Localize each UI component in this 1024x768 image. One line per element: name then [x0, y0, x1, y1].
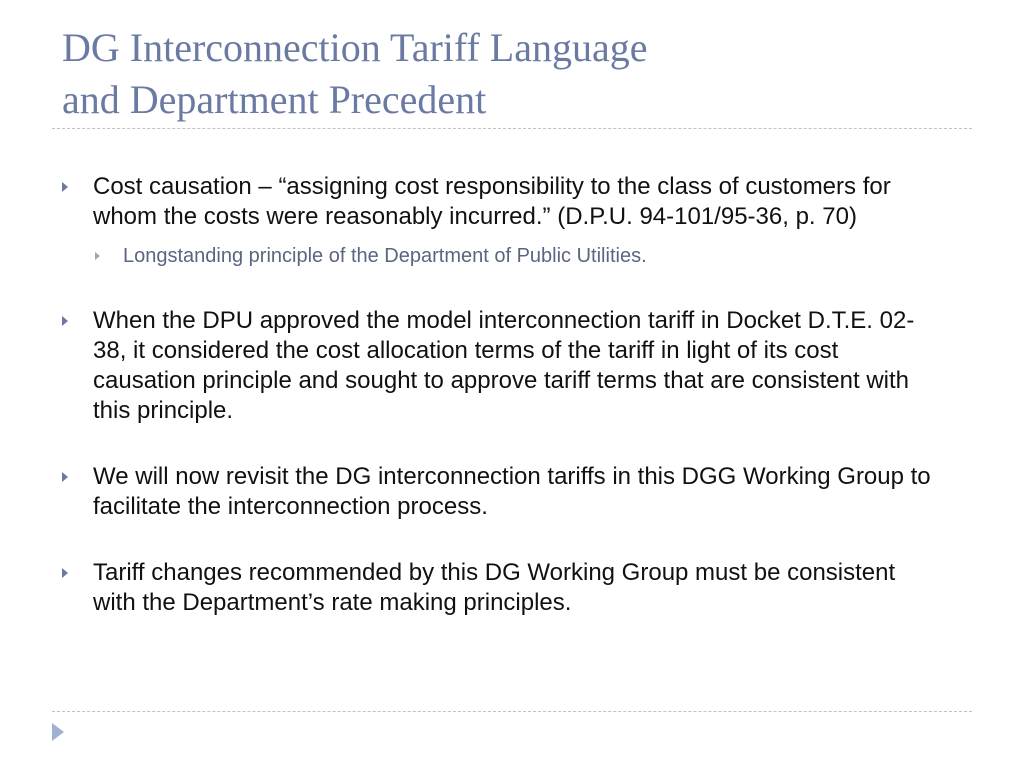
bullet-text: Cost causation – “assigning cost responsibility to the class of customers for whom the costs were reasonably incurred.” (D.P.U. 94-101/95-36, p. 70): [93, 173, 891, 230]
slide-title-line-1: DG Interconnection Tariff Language: [62, 25, 648, 70]
bullet-item-cost-causation: [60, 172, 940, 270]
triangle-right-icon: [62, 316, 68, 326]
title-divider: [52, 128, 972, 129]
bullet-item-tariff-changes: [60, 558, 940, 618]
sub-bullet-text: Longstanding principle of the Department of Public Utilities.: [123, 245, 647, 267]
bullet-item-dpu-approval: [60, 306, 940, 426]
play-arrow-icon[interactable]: [52, 723, 64, 741]
triangle-right-icon: [62, 182, 68, 192]
triangle-right-icon: [62, 568, 68, 578]
triangle-right-icon: [62, 472, 68, 482]
bullet-text: We will now revisit the DG interconnection tariffs in this DGG Working Group to facilitate the interconnection process.: [93, 463, 931, 520]
bullet-item-revisit-tariffs: [60, 462, 940, 522]
footer-divider: [52, 711, 972, 712]
bullet-text: Tariff changes recommended by this DG Working Group must be consistent with the Department’s rate making principles.: [93, 559, 896, 616]
sub-bullet-item-longstanding-principle: [93, 242, 940, 270]
slide-title-line-2: and Department Precedent: [62, 77, 487, 122]
triangle-right-icon: [95, 252, 100, 260]
bullet-list: [60, 172, 940, 618]
sub-bullet-list: [93, 242, 940, 270]
slide-title: [62, 22, 962, 126]
bullet-text: When the DPU approved the model interconnection tariff in Docket D.T.E. 02-38, it considered the cost allocation terms of the tariff in light of its cost causation principle and sought to approve tariff terms that are consistent with this principle.: [93, 307, 915, 424]
